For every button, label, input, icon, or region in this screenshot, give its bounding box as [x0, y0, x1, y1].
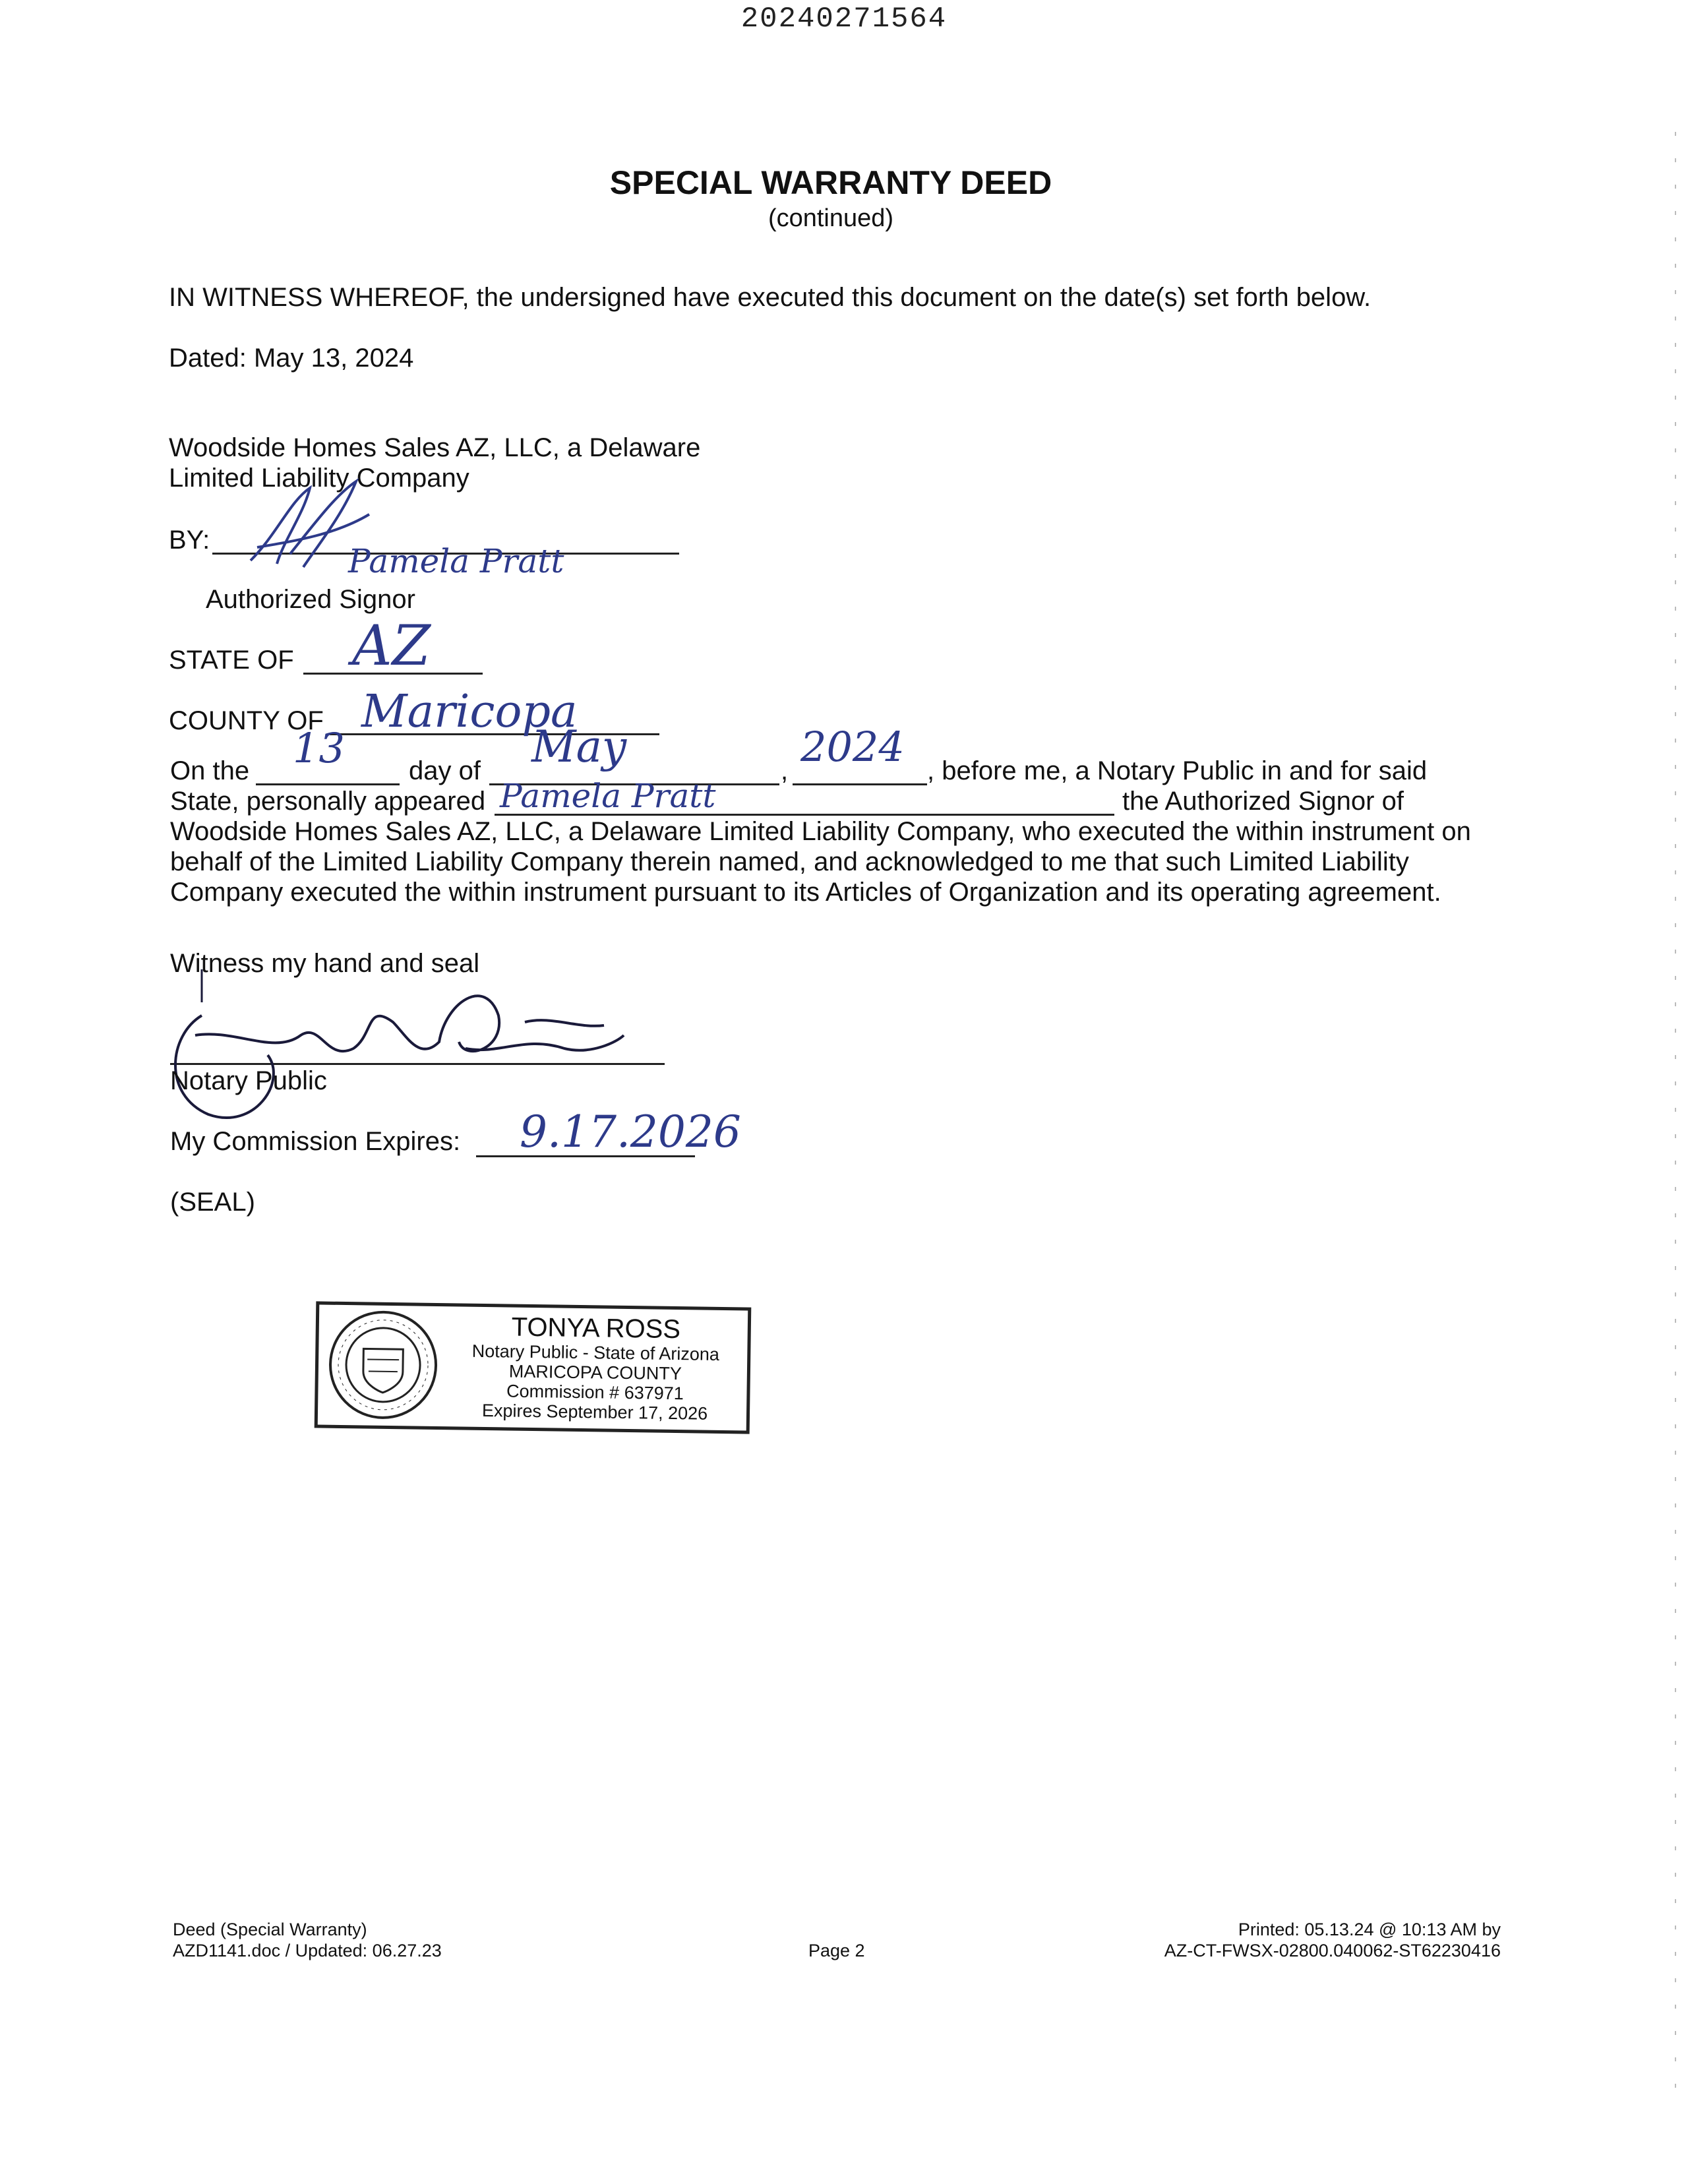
county-value: Maricopa: [361, 686, 578, 738]
stamp-line-4: Expires September 17, 2026: [481, 1400, 708, 1424]
witness-clause: IN WITNESS WHEREOF, the undersigned have executed this document on the date(s) set forth below.: [169, 283, 1372, 312]
ack-line-4: behalf of the Limited Liability Company therein named, and acknowledged to me that such Limited Liability: [170, 847, 1409, 876]
scan-edge: [1675, 132, 1676, 2110]
year-value: 2024: [800, 723, 905, 771]
stamp-line-2: MARICOPA COUNTY: [508, 1361, 682, 1384]
on-the-label: On the: [170, 756, 250, 785]
dated-line: Dated: May 13, 2024: [169, 344, 414, 373]
recording-number: 20240271564: [740, 3, 948, 36]
document-subtitle: (continued): [768, 204, 894, 232]
document-title: SPECIAL WARRANTY DEED: [609, 164, 1052, 201]
footer-printed: Printed: 05.13.24 @ 10:13 AM by: [1238, 1920, 1501, 1939]
state-of-label: STATE OF: [169, 646, 294, 675]
footer-page-number: Page 2: [808, 1941, 865, 1960]
authorized-of-text: the Authorized Signor of: [1122, 787, 1404, 816]
seal-label: (SEAL): [170, 1188, 255, 1217]
witness-hand-seal: Witness my hand and seal: [170, 949, 480, 978]
arizona-seal-icon: [324, 1308, 442, 1422]
footer-order-id: AZ-CT-FWSX-02800.040062-ST62230416: [1164, 1941, 1501, 1960]
ack-line-5: Company executed the within instrument pursuant to its Articles of Organization and its operating agreement.: [170, 878, 1441, 907]
day-of-label: day of: [409, 756, 481, 785]
state-value: AZ: [352, 613, 431, 678]
grantor-line-1: Woodside Homes Sales AZ, LLC, a Delaware: [169, 433, 701, 462]
grantor-printed-name: Pamela Pratt: [348, 542, 564, 580]
month-value: May: [531, 721, 627, 772]
year-line: [793, 783, 927, 785]
county-of-label: COUNTY OF: [169, 706, 324, 735]
acknowledgment-paragraph: On the 13 day of May , 2024 , before me, a Notary Public in and for said State, personally appeared Pamela Pratt the Authorized Signor of Woodside Homes Sales AZ, LLC, a Delaware Limited Liability Company, who executed the within instrument on behalf of the Limited Liability Company therein named, and acknowledged to me that such Limited Liability Company executed the within instrument pursuant to its Articles of Organization and its operating agreement.: [170, 756, 1489, 907]
grantor-line-2: Limited Liability Company: [169, 464, 469, 493]
authorized-signor-label: Authorized Signor: [206, 585, 415, 614]
stamp-line-3: Commission # 637971: [506, 1381, 684, 1404]
by-label: BY:: [169, 526, 210, 555]
day-value: 13: [293, 724, 345, 772]
day-line: [256, 783, 400, 785]
footer-doc-type: Deed (Special Warranty): [173, 1920, 367, 1939]
before-me-text: , before me, a Notary Public in and for said: [927, 756, 1428, 785]
commission-value: 9.17.2026: [520, 1107, 741, 1157]
notary-public-label: Notary Public: [170, 1066, 327, 1095]
state-appeared-label: State, personally appeared: [170, 787, 486, 816]
commission-expires-label: My Commission Expires:: [170, 1127, 461, 1156]
notary-stamp: [315, 1301, 752, 1434]
ack-line-3: Woodside Homes Sales AZ, LLC, a Delaware Limited Liability Company, who executed the within instrument on: [170, 817, 1471, 846]
stamp-line-1: Notary Public - State of Arizona: [471, 1341, 720, 1364]
stamp-notary-name: TONYA ROSS: [511, 1312, 681, 1345]
appeared-name: Pamela Pratt: [500, 777, 716, 815]
footer-doc-file: AZD1141.doc / Updated: 06.27.23: [173, 1941, 442, 1960]
